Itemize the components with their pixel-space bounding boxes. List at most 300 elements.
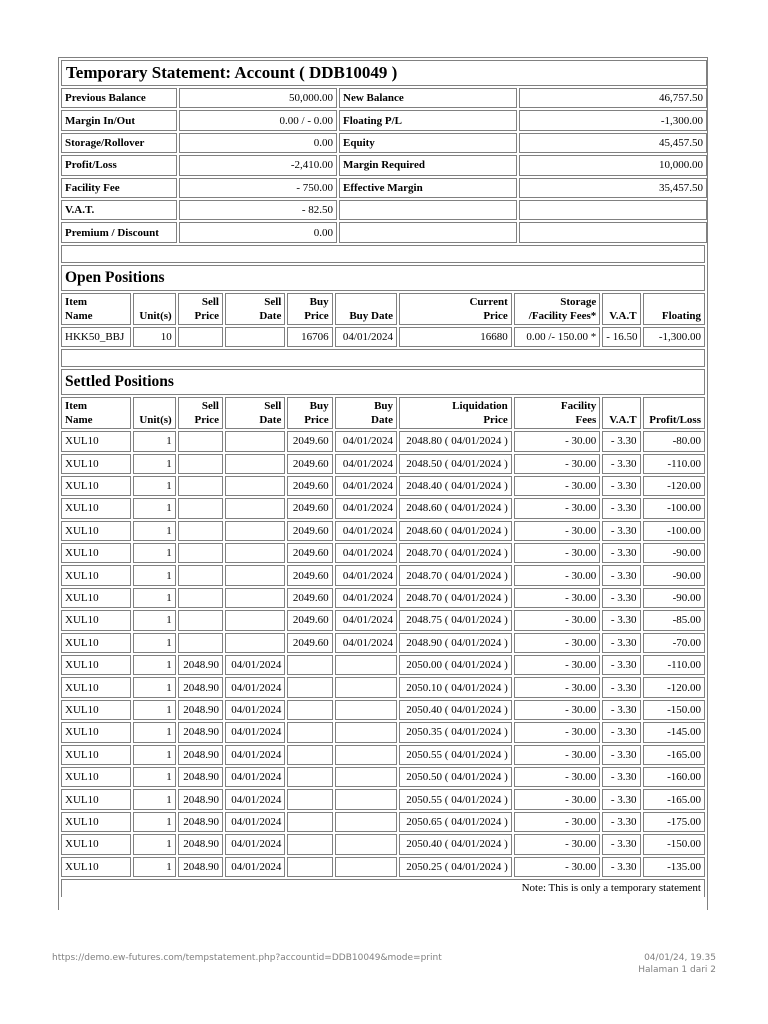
table-cell [225, 543, 285, 563]
column-header-line1: Current [469, 295, 508, 308]
table-row [61, 857, 705, 877]
table-cell: - 30.00 [514, 857, 601, 877]
settled-positions-header [61, 397, 705, 429]
table-cell: 2048.70 ( 04/01/2024 ) [399, 565, 512, 585]
table-cell [287, 767, 332, 787]
table-cell: 1 [133, 521, 175, 541]
table-cell: 1 [133, 655, 175, 675]
table-cell: XUL10 [61, 543, 131, 563]
column-header [178, 293, 223, 325]
table-cell: 04/01/2024 [335, 327, 397, 347]
table-cell [225, 498, 285, 518]
table-cell: -160.00 [643, 767, 705, 787]
table-cell: 2048.90 [178, 834, 223, 854]
column-header [335, 397, 397, 429]
table-cell [178, 521, 223, 541]
table-cell: 04/01/2024 [225, 700, 285, 720]
table-cell: 2048.40 ( 04/01/2024 ) [399, 476, 512, 496]
table-cell: 04/01/2024 [335, 610, 397, 630]
column-header-line2: Fees [575, 414, 597, 427]
spacer-row [61, 349, 705, 367]
summary-value-2: 10,000.00 [519, 155, 707, 175]
table-row [61, 633, 705, 653]
table-cell: 1 [133, 789, 175, 809]
column-header-line2: Date [371, 414, 394, 427]
summary-label-2: Effective Margin [339, 178, 517, 198]
table-cell: XUL10 [61, 700, 131, 720]
table-cell: -100.00 [643, 498, 705, 518]
table-cell [335, 655, 397, 675]
table-cell [178, 476, 223, 496]
column-header-line2: Profit/Loss [649, 414, 701, 427]
table-cell [287, 722, 332, 742]
table-cell: 04/01/2024 [335, 565, 397, 585]
table-cell: 1 [133, 857, 175, 877]
footer-datetime: 04/01/24, 19.35 [644, 953, 716, 963]
table-cell: -80.00 [643, 431, 705, 451]
table-row [61, 327, 705, 347]
table-cell: 2050.40 ( 04/01/2024 ) [399, 700, 512, 720]
column-header-line2: Price [194, 309, 219, 322]
table-cell: - 30.00 [514, 521, 601, 541]
table-cell: 2050.10 ( 04/01/2024 ) [399, 677, 512, 697]
table-cell [225, 565, 285, 585]
table-cell: 2049.60 [287, 498, 332, 518]
column-header-line2: Price [304, 414, 329, 427]
summary-value: 0.00 [179, 222, 337, 242]
table-cell: 2048.90 ( 04/01/2024 ) [399, 633, 512, 653]
summary-row [61, 155, 707, 175]
table-cell: - 30.00 [514, 834, 601, 854]
footer-page-number: Halaman 1 dari 2 [638, 965, 716, 975]
table-cell: 2048.60 ( 04/01/2024 ) [399, 521, 512, 541]
table-cell: - 3.30 [602, 454, 640, 474]
summary-label-2 [339, 222, 517, 242]
table-cell: - 3.30 [602, 610, 640, 630]
summary-value: - 750.00 [179, 178, 337, 198]
column-header-line2: Name [65, 414, 93, 427]
column-header-line1: Storage [560, 295, 597, 308]
table-cell: XUL10 [61, 789, 131, 809]
statement-sheet [58, 57, 708, 910]
table-cell [225, 476, 285, 496]
summary-label-2: New Balance [339, 88, 517, 108]
table-row [61, 834, 705, 854]
column-header-line1: Buy [374, 400, 394, 413]
table-cell: - 30.00 [514, 498, 601, 518]
temporary-statement-note: Note: This is only a temporary statement [61, 879, 705, 897]
table-cell: - 3.30 [602, 633, 640, 653]
table-cell: XUL10 [61, 610, 131, 630]
table-cell: -110.00 [643, 454, 705, 474]
table-cell: XUL10 [61, 565, 131, 585]
table-cell: XUL10 [61, 767, 131, 787]
table-cell: - 3.30 [602, 565, 640, 585]
table-cell: -120.00 [643, 476, 705, 496]
table-cell: -110.00 [643, 655, 705, 675]
summary-value: - 82.50 [179, 200, 337, 220]
table-cell: - 30.00 [514, 476, 601, 496]
table-cell: 2049.60 [287, 633, 332, 653]
column-header [61, 293, 131, 325]
summary-label-2: Margin Required [339, 155, 517, 175]
table-cell [287, 857, 332, 877]
table-cell: XUL10 [61, 588, 131, 608]
column-header [514, 397, 601, 429]
table-cell [178, 454, 223, 474]
open-positions-title: Open Positions [61, 265, 705, 291]
table-cell: 1 [133, 588, 175, 608]
table-cell: - 3.30 [602, 857, 640, 877]
statement-title: Temporary Statement: Account ( DDB10049 ) [61, 60, 707, 86]
table-cell: 16680 [399, 327, 512, 347]
table-cell [287, 834, 332, 854]
table-cell: 1 [133, 454, 175, 474]
column-header [399, 397, 512, 429]
table-cell: -165.00 [643, 745, 705, 765]
summary-row [61, 133, 707, 153]
table-cell: 04/01/2024 [335, 476, 397, 496]
table-cell [225, 610, 285, 630]
table-cell: 04/01/2024 [335, 543, 397, 563]
table-cell: - 16.50 [602, 327, 640, 347]
table-cell: 1 [133, 565, 175, 585]
table-row [61, 454, 705, 474]
table-row [61, 476, 705, 496]
summary-value: 0.00 / - 0.00 [179, 110, 337, 130]
column-header-line2: Price [194, 414, 219, 427]
table-row [61, 722, 705, 742]
summary-value-2: 45,457.50 [519, 133, 707, 153]
table-cell [287, 812, 332, 832]
table-cell: 2049.60 [287, 521, 332, 541]
table-cell: 1 [133, 812, 175, 832]
table-cell: - 3.30 [602, 498, 640, 518]
table-cell: 1 [133, 498, 175, 518]
table-cell: 2048.90 [178, 722, 223, 742]
column-header [287, 293, 332, 325]
table-cell [335, 700, 397, 720]
column-header [133, 293, 175, 325]
table-cell: 10 [133, 327, 175, 347]
table-row [61, 431, 705, 451]
column-header-line2: Floating [661, 309, 701, 322]
table-row [61, 498, 705, 518]
table-cell: XUL10 [61, 431, 131, 451]
table-cell: - 3.30 [602, 722, 640, 742]
footer-url: https://demo.ew-futures.com/tempstatement.php?accountid=DDB10049&mode=print [52, 953, 442, 963]
table-cell: 04/01/2024 [335, 521, 397, 541]
summary-label-2: Floating P/L [339, 110, 517, 130]
table-cell: - 3.30 [602, 521, 640, 541]
table-cell: 1 [133, 834, 175, 854]
table-row [61, 789, 705, 809]
table-cell: 1 [133, 767, 175, 787]
table-cell [335, 834, 397, 854]
table-cell [335, 767, 397, 787]
table-cell: - 30.00 [514, 767, 601, 787]
table-cell: - 30.00 [514, 565, 601, 585]
table-cell: 2048.90 [178, 857, 223, 877]
table-cell: 2048.90 [178, 767, 223, 787]
open-positions-header [61, 293, 705, 325]
table-cell [178, 498, 223, 518]
table-cell: - 3.30 [602, 834, 640, 854]
table-cell: XUL10 [61, 745, 131, 765]
table-cell: -175.00 [643, 812, 705, 832]
table-cell: -165.00 [643, 789, 705, 809]
table-cell: - 30.00 [514, 543, 601, 563]
spacer-row [61, 245, 705, 263]
table-cell: 2049.60 [287, 454, 332, 474]
table-cell: - 3.30 [602, 476, 640, 496]
table-cell: 1 [133, 700, 175, 720]
table-cell: 0.00 /- 150.00 * [514, 327, 601, 347]
table-cell: -150.00 [643, 834, 705, 854]
column-header-line2: Price [483, 414, 508, 427]
table-cell: 1 [133, 633, 175, 653]
table-cell [335, 722, 397, 742]
table-cell [335, 812, 397, 832]
table-cell: - 30.00 [514, 700, 601, 720]
table-cell: - 3.30 [602, 700, 640, 720]
table-cell: 2050.00 ( 04/01/2024 ) [399, 655, 512, 675]
table-cell: 2048.90 [178, 745, 223, 765]
table-cell: 2048.70 ( 04/01/2024 ) [399, 543, 512, 563]
table-cell [335, 857, 397, 877]
table-cell: - 3.30 [602, 588, 640, 608]
table-cell: -90.00 [643, 565, 705, 585]
table-cell [178, 588, 223, 608]
table-cell: 04/01/2024 [225, 789, 285, 809]
table-cell: 2048.50 ( 04/01/2024 ) [399, 454, 512, 474]
column-header-line2: Name [65, 309, 93, 322]
summary-label-2 [339, 200, 517, 220]
table-cell: 2049.60 [287, 476, 332, 496]
table-cell: - 3.30 [602, 431, 640, 451]
table-cell: - 3.30 [602, 677, 640, 697]
table-cell [287, 655, 332, 675]
column-header [133, 397, 175, 429]
column-header-line2: Date [259, 414, 282, 427]
table-cell: 2049.60 [287, 565, 332, 585]
summary-label: V.A.T. [61, 200, 177, 220]
column-header-line1: Sell [264, 295, 282, 308]
summary-value: -2,410.00 [179, 155, 337, 175]
table-cell [178, 565, 223, 585]
table-cell [178, 543, 223, 563]
table-cell: 2048.75 ( 04/01/2024 ) [399, 610, 512, 630]
table-cell [225, 633, 285, 653]
table-cell: XUL10 [61, 633, 131, 653]
column-header [225, 293, 285, 325]
column-header-line2: Buy Date [349, 309, 394, 322]
column-header-line1: Buy [309, 400, 329, 413]
table-cell: XUL10 [61, 677, 131, 697]
table-cell: - 30.00 [514, 431, 601, 451]
summary-value-2 [519, 222, 707, 242]
table-cell: 1 [133, 543, 175, 563]
table-cell: 2048.70 ( 04/01/2024 ) [399, 588, 512, 608]
table-cell [178, 633, 223, 653]
table-cell: 04/01/2024 [225, 655, 285, 675]
table-cell: - 30.00 [514, 454, 601, 474]
summary-value-2: 35,457.50 [519, 178, 707, 198]
table-cell [287, 677, 332, 697]
table-row [61, 521, 705, 541]
table-row [61, 767, 705, 787]
table-cell [287, 745, 332, 765]
column-header-line2: Price [483, 309, 508, 322]
table-cell [225, 588, 285, 608]
column-header-line2: Unit(s) [139, 309, 172, 322]
table-cell: -70.00 [643, 633, 705, 653]
table-cell: 2048.80 ( 04/01/2024 ) [399, 431, 512, 451]
table-cell [287, 700, 332, 720]
summary-label: Storage/Rollover [61, 133, 177, 153]
table-cell: - 30.00 [514, 677, 601, 697]
table-cell: - 30.00 [514, 633, 601, 653]
table-cell: 1 [133, 745, 175, 765]
table-cell: 2048.90 [178, 677, 223, 697]
table-cell [335, 745, 397, 765]
table-cell: 04/01/2024 [225, 745, 285, 765]
column-header-line2: /Facility Fees* [528, 309, 597, 322]
table-cell [225, 454, 285, 474]
table-cell: 04/01/2024 [225, 722, 285, 742]
table-row [61, 700, 705, 720]
summary-value: 50,000.00 [179, 88, 337, 108]
table-cell: 2049.60 [287, 543, 332, 563]
column-header-line2: V.A.T [609, 414, 637, 427]
table-cell [178, 610, 223, 630]
table-cell: 2050.65 ( 04/01/2024 ) [399, 812, 512, 832]
summary-value-2: 46,757.50 [519, 88, 707, 108]
column-header-line1: Facility [560, 400, 597, 413]
table-cell: XUL10 [61, 454, 131, 474]
column-header [602, 293, 640, 325]
table-cell [178, 431, 223, 451]
column-header [643, 397, 705, 429]
table-cell: -1,300.00 [643, 327, 705, 347]
summary-label: Premium / Discount [61, 222, 177, 242]
table-cell: 04/01/2024 [225, 857, 285, 877]
table-cell: 2050.35 ( 04/01/2024 ) [399, 722, 512, 742]
table-cell: -85.00 [643, 610, 705, 630]
table-cell: -90.00 [643, 543, 705, 563]
note-row [61, 879, 705, 897]
table-row [61, 588, 705, 608]
table-cell: -100.00 [643, 521, 705, 541]
table-cell: - 3.30 [602, 655, 640, 675]
table-cell: 2050.40 ( 04/01/2024 ) [399, 834, 512, 854]
column-header [178, 397, 223, 429]
column-header [399, 293, 512, 325]
table-cell: XUL10 [61, 812, 131, 832]
table-cell: - 3.30 [602, 745, 640, 765]
table-cell: XUL10 [61, 655, 131, 675]
table-cell: - 30.00 [514, 812, 601, 832]
table-cell: 04/01/2024 [335, 588, 397, 608]
table-cell: 04/01/2024 [335, 431, 397, 451]
table-cell: 04/01/2024 [225, 767, 285, 787]
table-row [61, 745, 705, 765]
summary-row [61, 200, 707, 220]
table-cell: - 3.30 [602, 767, 640, 787]
settled-positions-title: Settled Positions [61, 369, 705, 395]
table-cell: 2048.60 ( 04/01/2024 ) [399, 498, 512, 518]
column-header-line1: Item [65, 400, 87, 413]
table-cell: 2049.60 [287, 610, 332, 630]
column-header-line1: Sell [264, 400, 282, 413]
table-cell: XUL10 [61, 521, 131, 541]
column-header-line2: Date [259, 309, 282, 322]
summary-row [61, 110, 707, 130]
open-positions-table [59, 243, 707, 349]
table-cell: - 30.00 [514, 745, 601, 765]
table-cell: 2050.25 ( 04/01/2024 ) [399, 857, 512, 877]
table-cell: 2048.90 [178, 812, 223, 832]
summary-row [61, 178, 707, 198]
summary-label: Previous Balance [61, 88, 177, 108]
column-header-line1: Item [65, 295, 87, 308]
table-cell [178, 327, 223, 347]
table-cell: - 30.00 [514, 588, 601, 608]
table-cell: - 3.30 [602, 812, 640, 832]
table-cell: -135.00 [643, 857, 705, 877]
table-row [61, 610, 705, 630]
table-cell: 04/01/2024 [335, 633, 397, 653]
table-cell [335, 677, 397, 697]
column-header [287, 397, 332, 429]
table-cell: XUL10 [61, 476, 131, 496]
table-cell: 2050.50 ( 04/01/2024 ) [399, 767, 512, 787]
table-cell: 2049.60 [287, 431, 332, 451]
table-cell: - 30.00 [514, 610, 601, 630]
column-header [514, 293, 601, 325]
column-header-line2: Price [304, 309, 329, 322]
column-header [225, 397, 285, 429]
table-cell: 04/01/2024 [225, 834, 285, 854]
table-cell: 1 [133, 722, 175, 742]
table-cell [335, 789, 397, 809]
column-header [61, 397, 131, 429]
column-header [643, 293, 705, 325]
table-cell: XUL10 [61, 834, 131, 854]
table-cell: 04/01/2024 [225, 677, 285, 697]
table-cell: XUL10 [61, 857, 131, 877]
table-cell: 2050.55 ( 04/01/2024 ) [399, 789, 512, 809]
table-cell: 1 [133, 610, 175, 630]
table-cell: -145.00 [643, 722, 705, 742]
table-cell: - 3.30 [602, 789, 640, 809]
table-cell: XUL10 [61, 722, 131, 742]
table-cell: 04/01/2024 [335, 454, 397, 474]
table-cell: - 30.00 [514, 722, 601, 742]
table-cell: 2049.60 [287, 588, 332, 608]
column-header-line1: Liquidation [452, 400, 508, 413]
table-cell: -90.00 [643, 588, 705, 608]
table-cell: 04/01/2024 [335, 498, 397, 518]
column-header-line2: V.A.T [609, 309, 637, 322]
table-cell [225, 327, 285, 347]
table-cell: 04/01/2024 [225, 812, 285, 832]
table-cell [287, 789, 332, 809]
table-cell: 1 [133, 476, 175, 496]
summary-table [59, 58, 709, 245]
summary-label-2: Equity [339, 133, 517, 153]
table-cell: -150.00 [643, 700, 705, 720]
